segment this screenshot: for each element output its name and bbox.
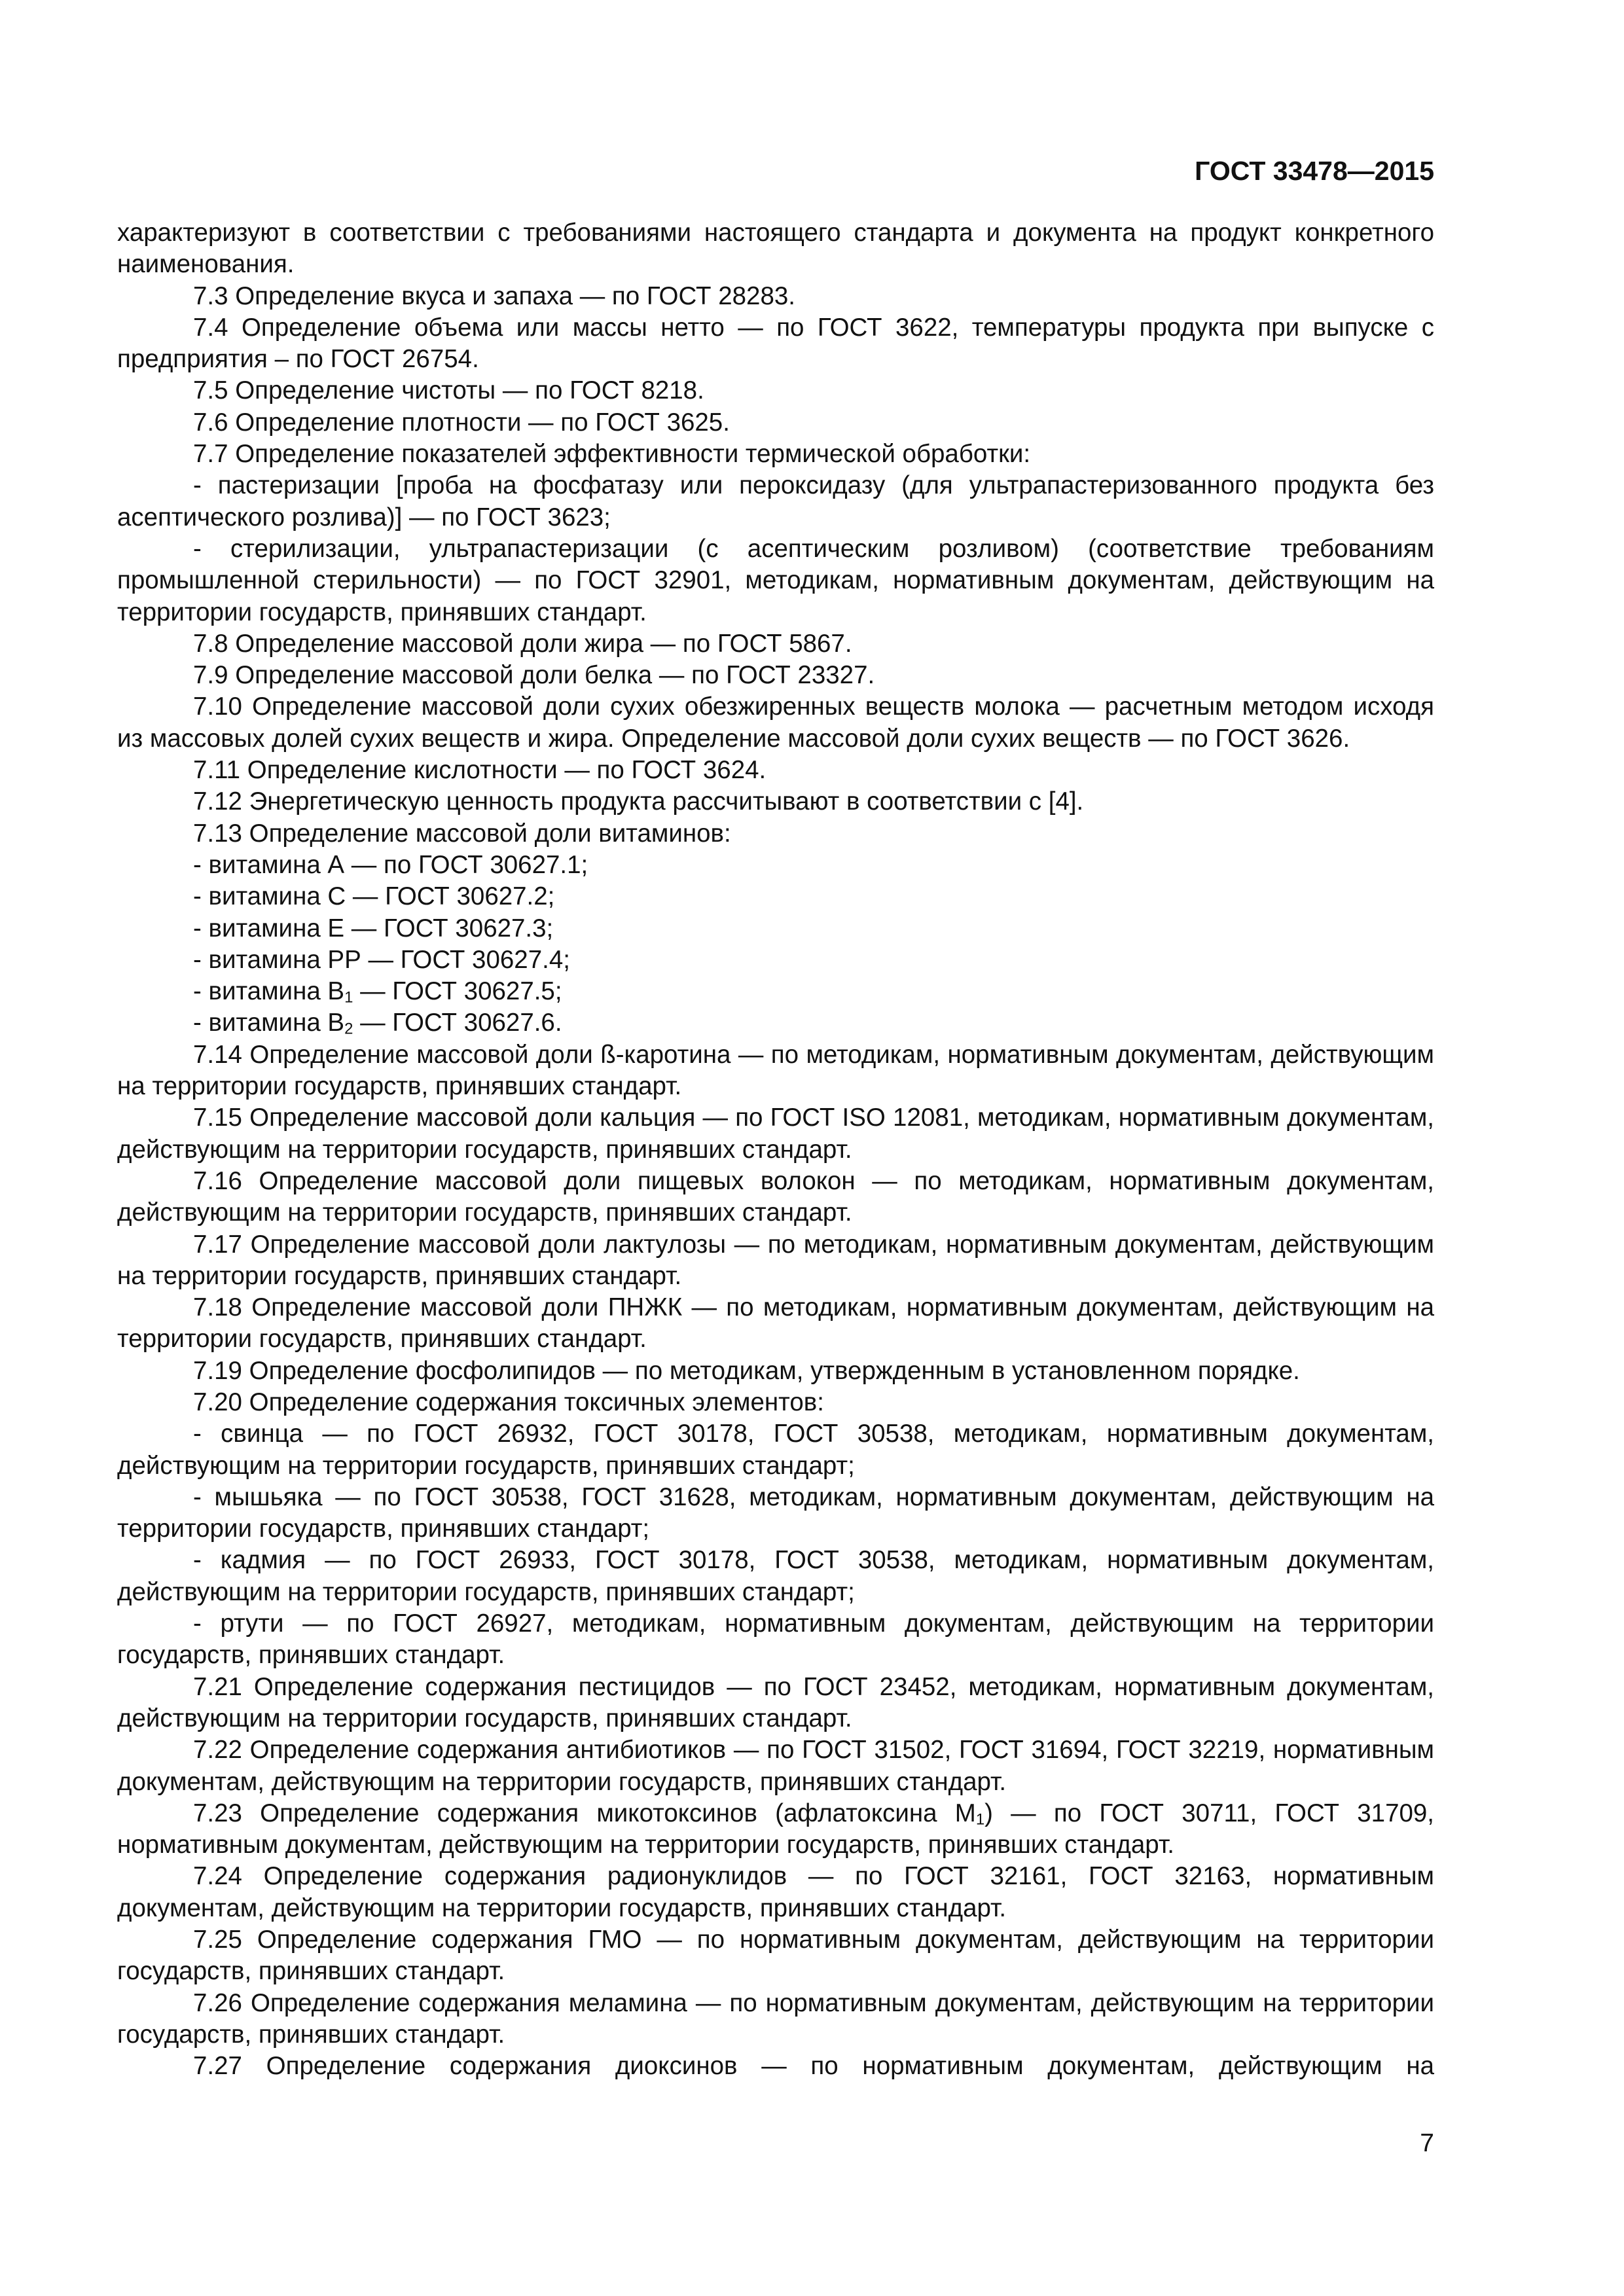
paragraph-7-25: 7.25 Определение содержания ГМО — по нормативным документам, действующим на территории государств, принявших стандарт. [117,1926,1434,1986]
list-item-vitamin-e: - витамина Е — ГОСТ 30627.3; [193,914,554,942]
paragraph-7-20: 7.20 Определение содержания токсичных элементов: [193,1388,824,1416]
list-item-arsenic: - мышьяка — по ГОСТ 30538, ГОСТ 31628, методикам, нормативным документам, действующим на территории государств, принявших стандарт; [117,1482,1434,1543]
paragraph-7-26: 7.26 Определение содержания меламина — по нормативным документам, действующим на территории государств, принявших стандарт. [117,1988,1434,2049]
paragraph-7-6: 7.6 Определение плотности — по ГОСТ 3625. [193,408,730,437]
list-item-vitamin-a: - витамина А — по ГОСТ 30627.1; [193,850,588,879]
paragraph-7-11: 7.11 Определение кислотности — по ГОСТ 3624. [193,756,767,785]
list-item-cadmium: - кадмия — по ГОСТ 26933, ГОСТ 30178, ГОСТ 30538, методикам, нормативным документам, действующим на территории государств, принявших стандарт; [117,1546,1434,1606]
paragraph-7-19: 7.19 Определение фосфолипидов — по методикам, утвержденным в установленном порядке. [193,1356,1300,1385]
paragraph-7-3: 7.3 Определение вкуса и запаха — по ГОСТ 28283. [193,281,795,310]
paragraph-7-24: 7.24 Определение содержания радионуклидов — по ГОСТ 32161, ГОСТ 32163, нормативным документам, действующим на территории государств, принявших стандарт. [117,1862,1434,1922]
paragraph-7-9: 7.9 Определение массовой доли белка — по ГОСТ 23327. [193,661,875,690]
list-item-pasteurization: - пастеризации [проба на фосфатазу или пероксидазу (для ультрапастеризованного продукта без асептического розлива)] — по ГОСТ 3623; [117,471,1434,531]
paragraph-7-4: 7.4 Определение объема или массы нетто — по ГОСТ 3622, температуры продукта при выпуске с предприятия – по ГОСТ 26754. [117,313,1434,374]
paragraph-7-14: 7.14 Определение массовой доли ß-каротина — по методикам, нормативным документам, действующим на территории государств, принявших стандарт. [117,1040,1434,1101]
paragraph-7-23: 7.23 Определение содержания микотоксинов (афлатоксина $М_1$) — по ГОСТ 30711, ГОСТ 31709, нормативным документам, действующим на территории государств, принявших стандарт. [117,1799,1435,1859]
paragraph-continuation: характеризуют в соответствии с требованиями настоящего стандарта и документа на продукт конкретного наименования. [117,219,1434,279]
paragraph-7-18: 7.18 Определение массовой доли ПНЖК — по методикам, нормативным документам, действующим на территории государств, принявших стандарт. [117,1293,1434,1354]
paragraph-7-10: 7.10 Определение массовой доли сухих обезжиренных веществ молока — расчетным методом исходя из массовых долей сухих веществ и жира. Определение массовой доли сухих веществ — по ГОСТ 3626. [117,692,1434,753]
page-number: 7 [1420,2129,1434,2157]
list-item-vitamin-b2: - витамина $В_2$ — ГОСТ 30627.6. [193,1009,562,1038]
list-item-vitamin-c: - витамина С — ГОСТ 30627.2; [193,882,555,911]
paragraph-7-27: 7.27 Определение содержания диоксинов — по нормативным документам, действующим на [193,2052,1434,2081]
document-code: ГОСТ 33478—2015 [1195,156,1434,186]
document-body [117,217,1434,2083]
paragraph-7-12: 7.12 Энергетическую ценность продукта рассчитывают в соответствии с [4]. [193,787,1084,816]
paragraph-7-7: 7.7 Определение показателей эффективности термической обработки: [193,440,1031,469]
list-item-vitamin-b1: - витамина $В_1$ — ГОСТ 30627.5; [193,977,562,1007]
list-item-lead: - свинца — по ГОСТ 26932, ГОСТ 30178, ГОСТ 30538, методикам, нормативным документам, действующим на территории государств, принявших стандарт; [117,1420,1434,1480]
paragraph-7-8: 7.8 Определение массовой доли жира — по ГОСТ 5867. [193,629,852,658]
paragraph-7-13: 7.13 Определение массовой доли витаминов: [193,819,731,848]
list-item-vitamin-pp: - витамина РР — ГОСТ 30627.4; [193,945,570,974]
list-item-sterilization: - стерилизации, ультрапастеризации (с асептическим розливом) (соответствие требованиям промышленной стерильности) — по ГОСТ 32901, методикам, нормативным документам, действующим на территории государств, принявших стандарт. [117,534,1434,626]
list-item-mercury: - ртути — по ГОСТ 26927, методикам, нормативным документам, действующим на территории государств, принявших стандарт. [117,1609,1434,1670]
paragraph-7-15: 7.15 Определение массовой доли кальция — по ГОСТ ISO 12081, методикам, нормативным документам, действующим на территории государств, принявших стандарт. [117,1103,1434,1164]
paragraph-7-21: 7.21 Определение содержания пестицидов — по ГОСТ 23452, методикам, нормативным документам, действующим на территории государств, принявших стандарт. [117,1672,1434,1732]
paragraph-7-16: 7.16 Определение массовой доли пищевых волокон — по методикам, нормативным документам, действующим на территории государств, принявших стандарт. [117,1166,1434,1227]
paragraph-7-22: 7.22 Определение содержания антибиотиков — по ГОСТ 31502, ГОСТ 31694, ГОСТ 32219, нормативным документам, действующим на территории государств, принявших стандарт. [117,1736,1434,1796]
paragraph-7-5: 7.5 Определение чистоты — по ГОСТ 8218. [193,376,704,405]
paragraph-7-17: 7.17 Определение массовой доли лактулозы — по методикам, нормативным документам, действующим на территории государств, принявших стандарт. [117,1230,1434,1290]
